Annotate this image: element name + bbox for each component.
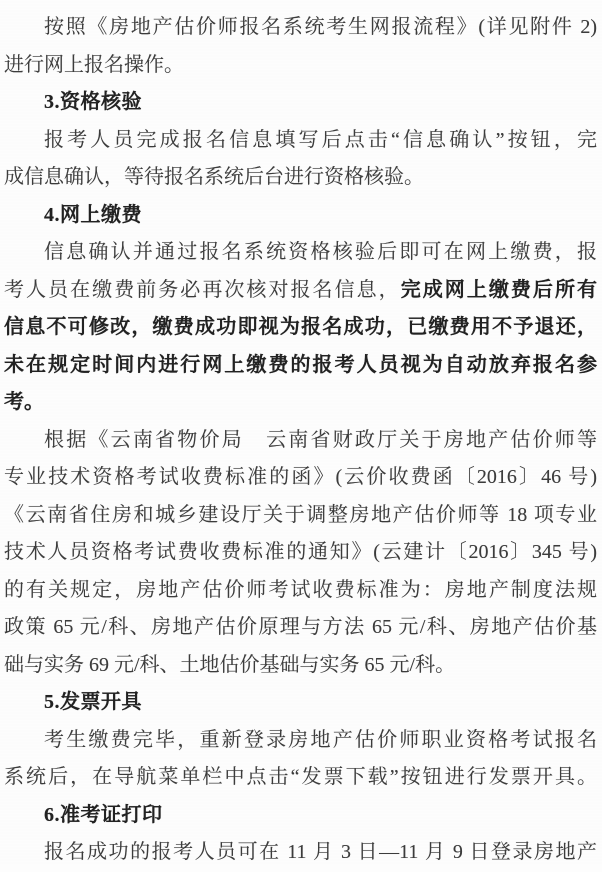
text-line — [4, 534, 597, 572]
text-run: 的有关规定，房地产估价师考试收费标准为：房地产制度法规 — [4, 578, 597, 601]
section-heading — [4, 197, 597, 235]
text-line — [4, 159, 597, 197]
text-line — [4, 47, 597, 85]
text-line — [4, 759, 597, 797]
text-run: 报名成功的报考人员可在 11 月 3 日—11 月 9 日登录房地产 — [44, 841, 597, 863]
text-line — [4, 384, 597, 422]
text-line — [4, 9, 597, 47]
bold-text-run: 未在规定时间内进行网上缴费的报考人员视为自动放弃报名参 — [4, 353, 597, 376]
bold-text-run: 4.网上缴费 — [44, 203, 142, 226]
text-line — [4, 459, 597, 497]
text-line — [4, 122, 597, 160]
section-heading — [4, 684, 597, 722]
text-run: 系统后，在导航菜单栏中点击“发票下载”按钮进行发票开具。 — [4, 766, 597, 788]
bold-text-run: 完成网上缴费后所有 — [400, 278, 598, 301]
text-line — [4, 497, 597, 535]
text-run: 专业技术资格考试收费标准的函》(云价收费函〔2016〕46 号) — [4, 466, 597, 488]
text-run: 信息确认并通过报名系统资格核验后即可在网上缴费，报 — [44, 241, 597, 263]
section-heading — [4, 797, 597, 835]
text-line — [4, 234, 597, 272]
document-content — [4, 9, 597, 872]
bold-text-run: 信息不可修改，缴费成功即视为报名成功，已缴费用不予退还， — [4, 316, 597, 338]
text-line — [4, 347, 597, 385]
text-run: 础与实务 69 元/科、土地估价基础与实务 65 元/科。 — [4, 653, 456, 676]
text-line — [4, 272, 597, 310]
text-line — [4, 422, 597, 460]
bold-text-run: 3.资格核验 — [44, 91, 142, 113]
text-run: 按照《房地产估价师报名系统考生网报流程》(详见附件 2) — [44, 16, 597, 38]
text-run: 进行网上报名操作。 — [4, 53, 184, 76]
bold-text-run: 5.发票开具 — [44, 691, 142, 713]
text-line — [4, 722, 597, 760]
text-line — [4, 647, 597, 685]
bold-text-run: 考。 — [4, 391, 44, 413]
text-run: 《云南省住房和城乡建设厅关于调整房地产估价师等 18 项专业 — [4, 503, 597, 526]
bold-text-run: 6.准考证打印 — [44, 803, 163, 826]
text-line — [4, 609, 597, 647]
text-run: 考人员在缴费前务必再次核对报名信息， — [4, 278, 401, 301]
text-run: 根据《云南省物价局 云南省财政厅关于房地产估价师等 — [44, 428, 597, 451]
section-heading — [4, 84, 597, 122]
text-line — [4, 309, 597, 347]
text-run: 技术人员资格考试费收费标准的通知》(云建计〔2016〕345 号) — [4, 541, 597, 563]
text-run: 考生缴费完毕，重新登录房地产估价师职业资格考试报名 — [44, 728, 597, 751]
text-run: 成信息确认，等待报名系统后台进行资格核验。 — [4, 166, 424, 188]
text-line — [4, 572, 597, 610]
text-run: 政策 65 元/科、房地产估价原理与方法 65 元/科、房地产估价基 — [4, 616, 597, 638]
text-line — [4, 834, 597, 872]
text-run: 报考人员完成报名信息填写后点击“信息确认”按钮，完 — [44, 128, 597, 151]
